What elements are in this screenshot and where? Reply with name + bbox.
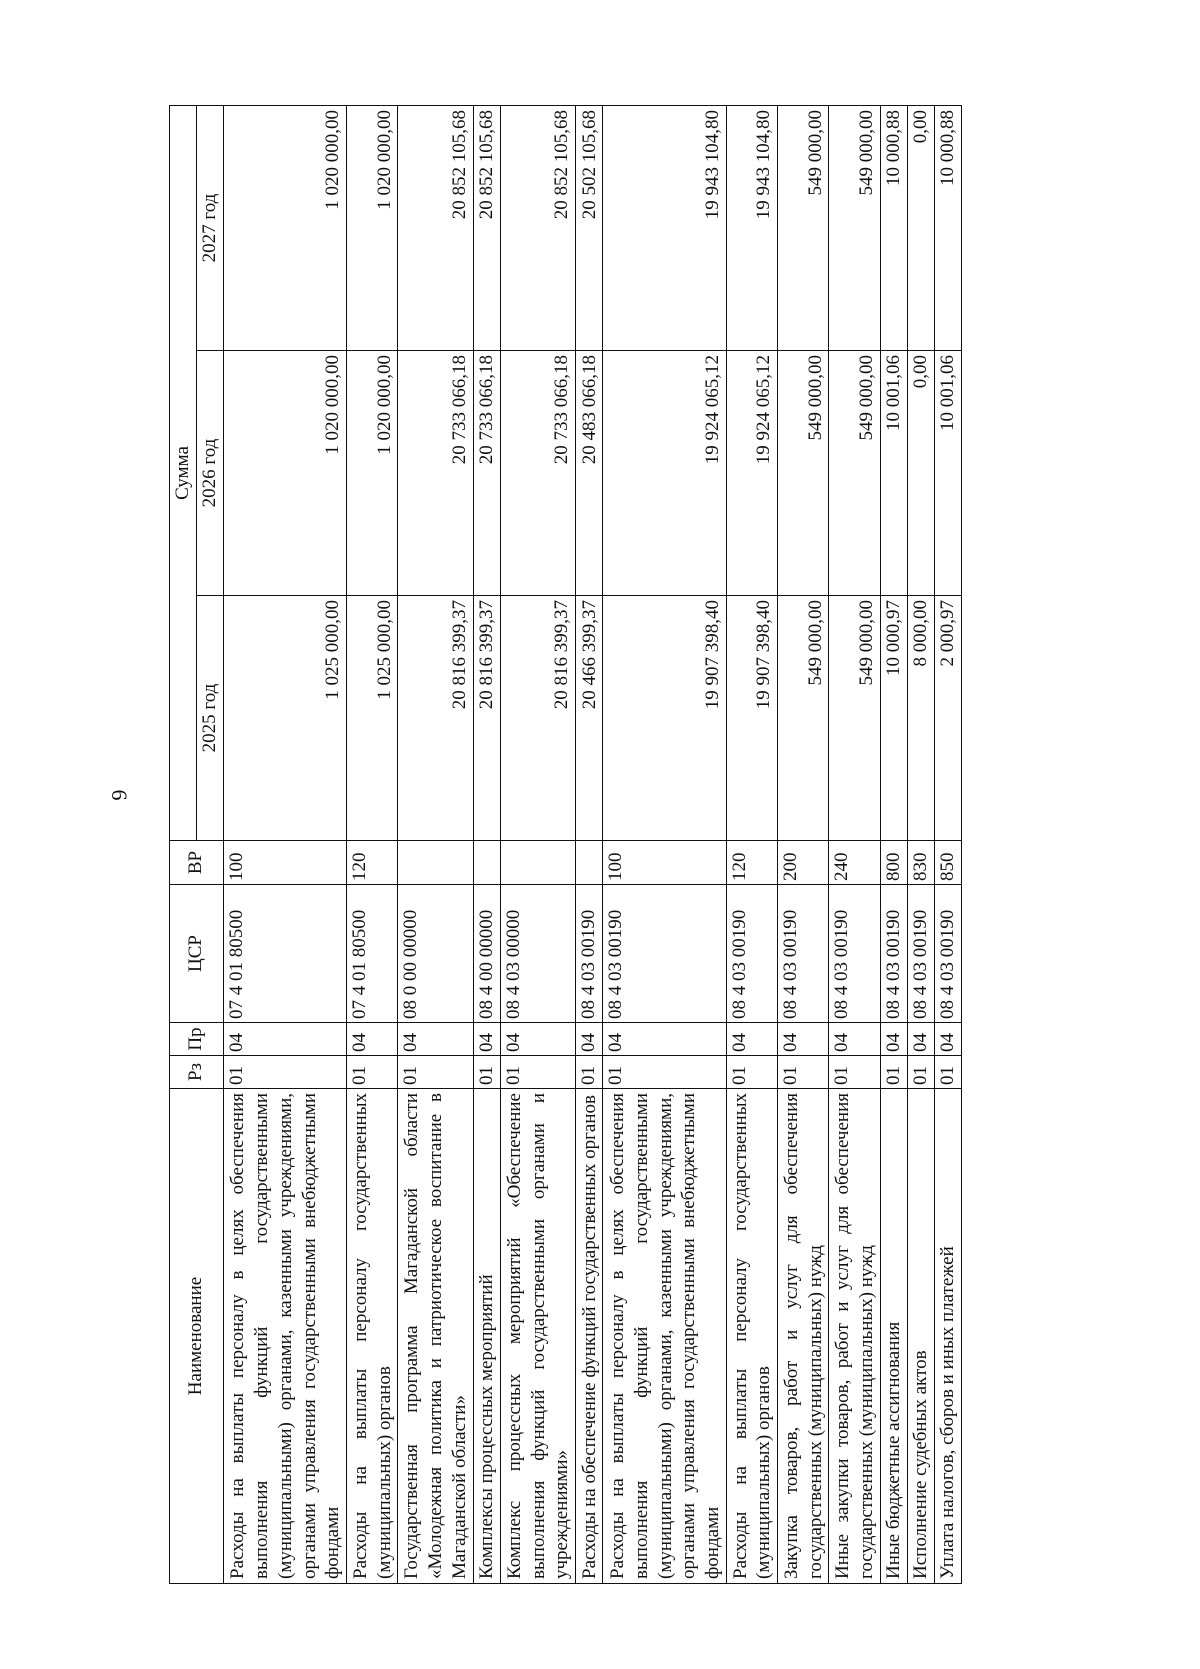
row-csr: 07 4 01 80500 xyxy=(223,885,347,1023)
row-vr xyxy=(473,841,500,885)
row-amount-2026: 549 000,00 xyxy=(829,351,880,596)
row-pr: 04 xyxy=(829,1023,880,1056)
row-name: Закупка товаров, работ и услуг для обеспечения государственных (муниципальных) нужд xyxy=(778,1089,829,1584)
header-csr: ЦСР xyxy=(170,885,224,1023)
row-rz: 01 xyxy=(576,1056,603,1089)
row-rz: 01 xyxy=(880,1056,907,1089)
row-pr: 04 xyxy=(398,1023,473,1056)
page-number: 6 xyxy=(107,789,132,801)
table-row xyxy=(500,106,575,1584)
table-row xyxy=(880,106,907,1584)
row-vr: 200 xyxy=(778,841,829,885)
row-rz: 01 xyxy=(726,1056,777,1089)
row-csr: 08 4 03 00190 xyxy=(726,885,777,1023)
table-row xyxy=(223,106,347,1584)
row-amount-2026: 549 000,00 xyxy=(778,351,829,596)
row-name: Расходы на обеспечение функций государственных органов xyxy=(576,1089,603,1584)
header-name: Наименование xyxy=(170,1089,224,1584)
table-row xyxy=(603,106,727,1584)
row-amount-2027: 1 020 000,00 xyxy=(223,106,347,351)
table-row xyxy=(907,106,934,1584)
row-amount-2027: 1 020 000,00 xyxy=(347,106,398,351)
row-amount-2025: 20 816 399,37 xyxy=(398,596,473,841)
row-name: Иные бюджетные ассигнования xyxy=(880,1089,907,1584)
row-name: Расходы на выплаты персоналу государственных (муниципальных) органов xyxy=(347,1089,398,1584)
table-header xyxy=(170,106,224,1584)
row-csr: 08 4 00 00000 xyxy=(473,885,500,1023)
table-row xyxy=(829,106,880,1584)
row-amount-2025: 20 816 399,37 xyxy=(473,596,500,841)
row-amount-2025: 20 816 399,37 xyxy=(500,596,575,841)
row-amount-2027: 19 943 104,80 xyxy=(603,106,727,351)
row-rz: 01 xyxy=(829,1056,880,1089)
table-row xyxy=(726,106,777,1584)
row-pr: 04 xyxy=(576,1023,603,1056)
row-rz: 01 xyxy=(500,1056,575,1089)
row-pr: 04 xyxy=(603,1023,727,1056)
row-pr: 04 xyxy=(347,1023,398,1056)
row-csr: 08 4 03 00190 xyxy=(576,885,603,1023)
row-name: Иные закупки товаров, работ и услуг для обеспечения государственных (муниципальных) нужд xyxy=(829,1089,880,1584)
table-body xyxy=(223,106,962,1584)
row-amount-2025: 19 907 398,40 xyxy=(726,596,777,841)
row-amount-2026: 0,00 xyxy=(907,351,934,596)
row-name: Расходы на выплаты персоналу государственных (муниципальных) органов xyxy=(726,1089,777,1584)
table-row xyxy=(576,106,603,1584)
header-sum: Сумма xyxy=(170,106,197,841)
row-vr: 100 xyxy=(603,841,727,885)
row-amount-2026: 20 733 066,18 xyxy=(473,351,500,596)
header-2027: 2027 год xyxy=(196,106,223,351)
header-pr: Пр xyxy=(170,1023,224,1056)
row-rz: 01 xyxy=(347,1056,398,1089)
header-2025: 2025 год xyxy=(196,596,223,841)
row-name: Уплата налогов, сборов и иных платежей xyxy=(934,1089,961,1584)
row-amount-2027: 20 852 105,68 xyxy=(473,106,500,351)
row-vr xyxy=(576,841,603,885)
budget-table-container xyxy=(169,106,962,1584)
row-rz: 01 xyxy=(223,1056,347,1089)
row-amount-2025: 1 025 000,00 xyxy=(347,596,398,841)
row-amount-2025: 20 466 399,37 xyxy=(576,596,603,841)
row-pr: 04 xyxy=(473,1023,500,1056)
row-amount-2027: 0,00 xyxy=(907,106,934,351)
header-2026: 2026 год xyxy=(196,351,223,596)
row-amount-2025: 549 000,00 xyxy=(778,596,829,841)
row-rz: 01 xyxy=(907,1056,934,1089)
row-amount-2026: 19 924 065,12 xyxy=(726,351,777,596)
row-name: Комплекс процессных мероприятий «Обеспечение выполнения функций государственными органами и учреждениями» xyxy=(500,1089,575,1584)
row-amount-2025: 19 907 398,40 xyxy=(603,596,727,841)
table-row xyxy=(398,106,473,1584)
row-pr: 04 xyxy=(934,1023,961,1056)
row-rz: 01 xyxy=(934,1056,961,1089)
row-amount-2026: 20 483 066,18 xyxy=(576,351,603,596)
row-amount-2025: 1 025 000,00 xyxy=(223,596,347,841)
row-pr: 04 xyxy=(907,1023,934,1056)
row-rz: 01 xyxy=(398,1056,473,1089)
row-amount-2025: 8 000,00 xyxy=(907,596,934,841)
row-amount-2026: 20 733 066,18 xyxy=(500,351,575,596)
row-vr: 240 xyxy=(829,841,880,885)
row-csr: 08 4 03 00190 xyxy=(829,885,880,1023)
row-vr xyxy=(500,841,575,885)
row-amount-2026: 1 020 000,00 xyxy=(223,351,347,596)
row-name: Расходы на выплаты персоналу в целях обеспечения выполнения функций государственными (муниципальными) органами, казенными учреждениями, органами управления государственными внебюджетными фондами xyxy=(603,1089,727,1584)
row-rz: 01 xyxy=(778,1056,829,1089)
row-amount-2027: 549 000,00 xyxy=(829,106,880,351)
row-amount-2026: 19 924 065,12 xyxy=(603,351,727,596)
row-pr: 04 xyxy=(778,1023,829,1056)
row-amount-2027: 20 502 105,68 xyxy=(576,106,603,351)
row-amount-2027: 20 852 105,68 xyxy=(500,106,575,351)
row-csr: 08 4 03 00190 xyxy=(934,885,961,1023)
budget-table xyxy=(169,105,962,1584)
table-row xyxy=(778,106,829,1584)
row-csr: 08 4 03 00190 xyxy=(907,885,934,1023)
row-amount-2027: 20 852 105,68 xyxy=(398,106,473,351)
row-vr: 800 xyxy=(880,841,907,885)
row-amount-2025: 2 000,97 xyxy=(934,596,961,841)
row-name: Исполнение судебных актов xyxy=(907,1089,934,1584)
row-name: Комплексы процессных мероприятий xyxy=(473,1089,500,1584)
row-csr: 08 4 03 00000 xyxy=(500,885,575,1023)
row-amount-2025: 10 000,97 xyxy=(880,596,907,841)
row-pr: 04 xyxy=(500,1023,575,1056)
row-vr: 120 xyxy=(726,841,777,885)
row-vr: 120 xyxy=(347,841,398,885)
row-amount-2027: 549 000,00 xyxy=(778,106,829,351)
row-vr: 850 xyxy=(934,841,961,885)
row-amount-2027: 19 943 104,80 xyxy=(726,106,777,351)
row-vr: 830 xyxy=(907,841,934,885)
row-rz: 01 xyxy=(473,1056,500,1089)
header-vr: ВР xyxy=(170,841,224,885)
row-amount-2026: 10 001,06 xyxy=(880,351,907,596)
row-csr: 08 4 03 00190 xyxy=(880,885,907,1023)
row-amount-2027: 10 000,88 xyxy=(880,106,907,351)
row-pr: 04 xyxy=(726,1023,777,1056)
row-csr: 08 0 00 00000 xyxy=(398,885,473,1023)
row-pr: 04 xyxy=(880,1023,907,1056)
row-amount-2026: 1 020 000,00 xyxy=(347,351,398,596)
header-rz: Рз xyxy=(170,1056,224,1089)
row-amount-2025: 549 000,00 xyxy=(829,596,880,841)
row-name: Расходы на выплаты персоналу в целях обеспечения выполнения функций государственными (муниципальными) органами, казенными учреждениями, органами управления государственными внебюджетными фондами xyxy=(223,1089,347,1584)
row-csr: 08 4 03 00190 xyxy=(603,885,727,1023)
row-amount-2027: 10 000,88 xyxy=(934,106,961,351)
row-amount-2026: 10 001,06 xyxy=(934,351,961,596)
row-csr: 08 4 03 00190 xyxy=(778,885,829,1023)
row-pr: 04 xyxy=(223,1023,347,1056)
row-name: Государственная программа Магаданской области «Молодежная политика и патриотическое воспитание в Магаданской области» xyxy=(398,1089,473,1584)
row-amount-2026: 20 733 066,18 xyxy=(398,351,473,596)
table-row xyxy=(473,106,500,1584)
table-row xyxy=(934,106,961,1584)
row-rz: 01 xyxy=(603,1056,727,1089)
row-vr: 100 xyxy=(223,841,347,885)
row-vr xyxy=(398,841,473,885)
table-row xyxy=(347,106,398,1584)
row-csr: 07 4 01 80500 xyxy=(347,885,398,1023)
